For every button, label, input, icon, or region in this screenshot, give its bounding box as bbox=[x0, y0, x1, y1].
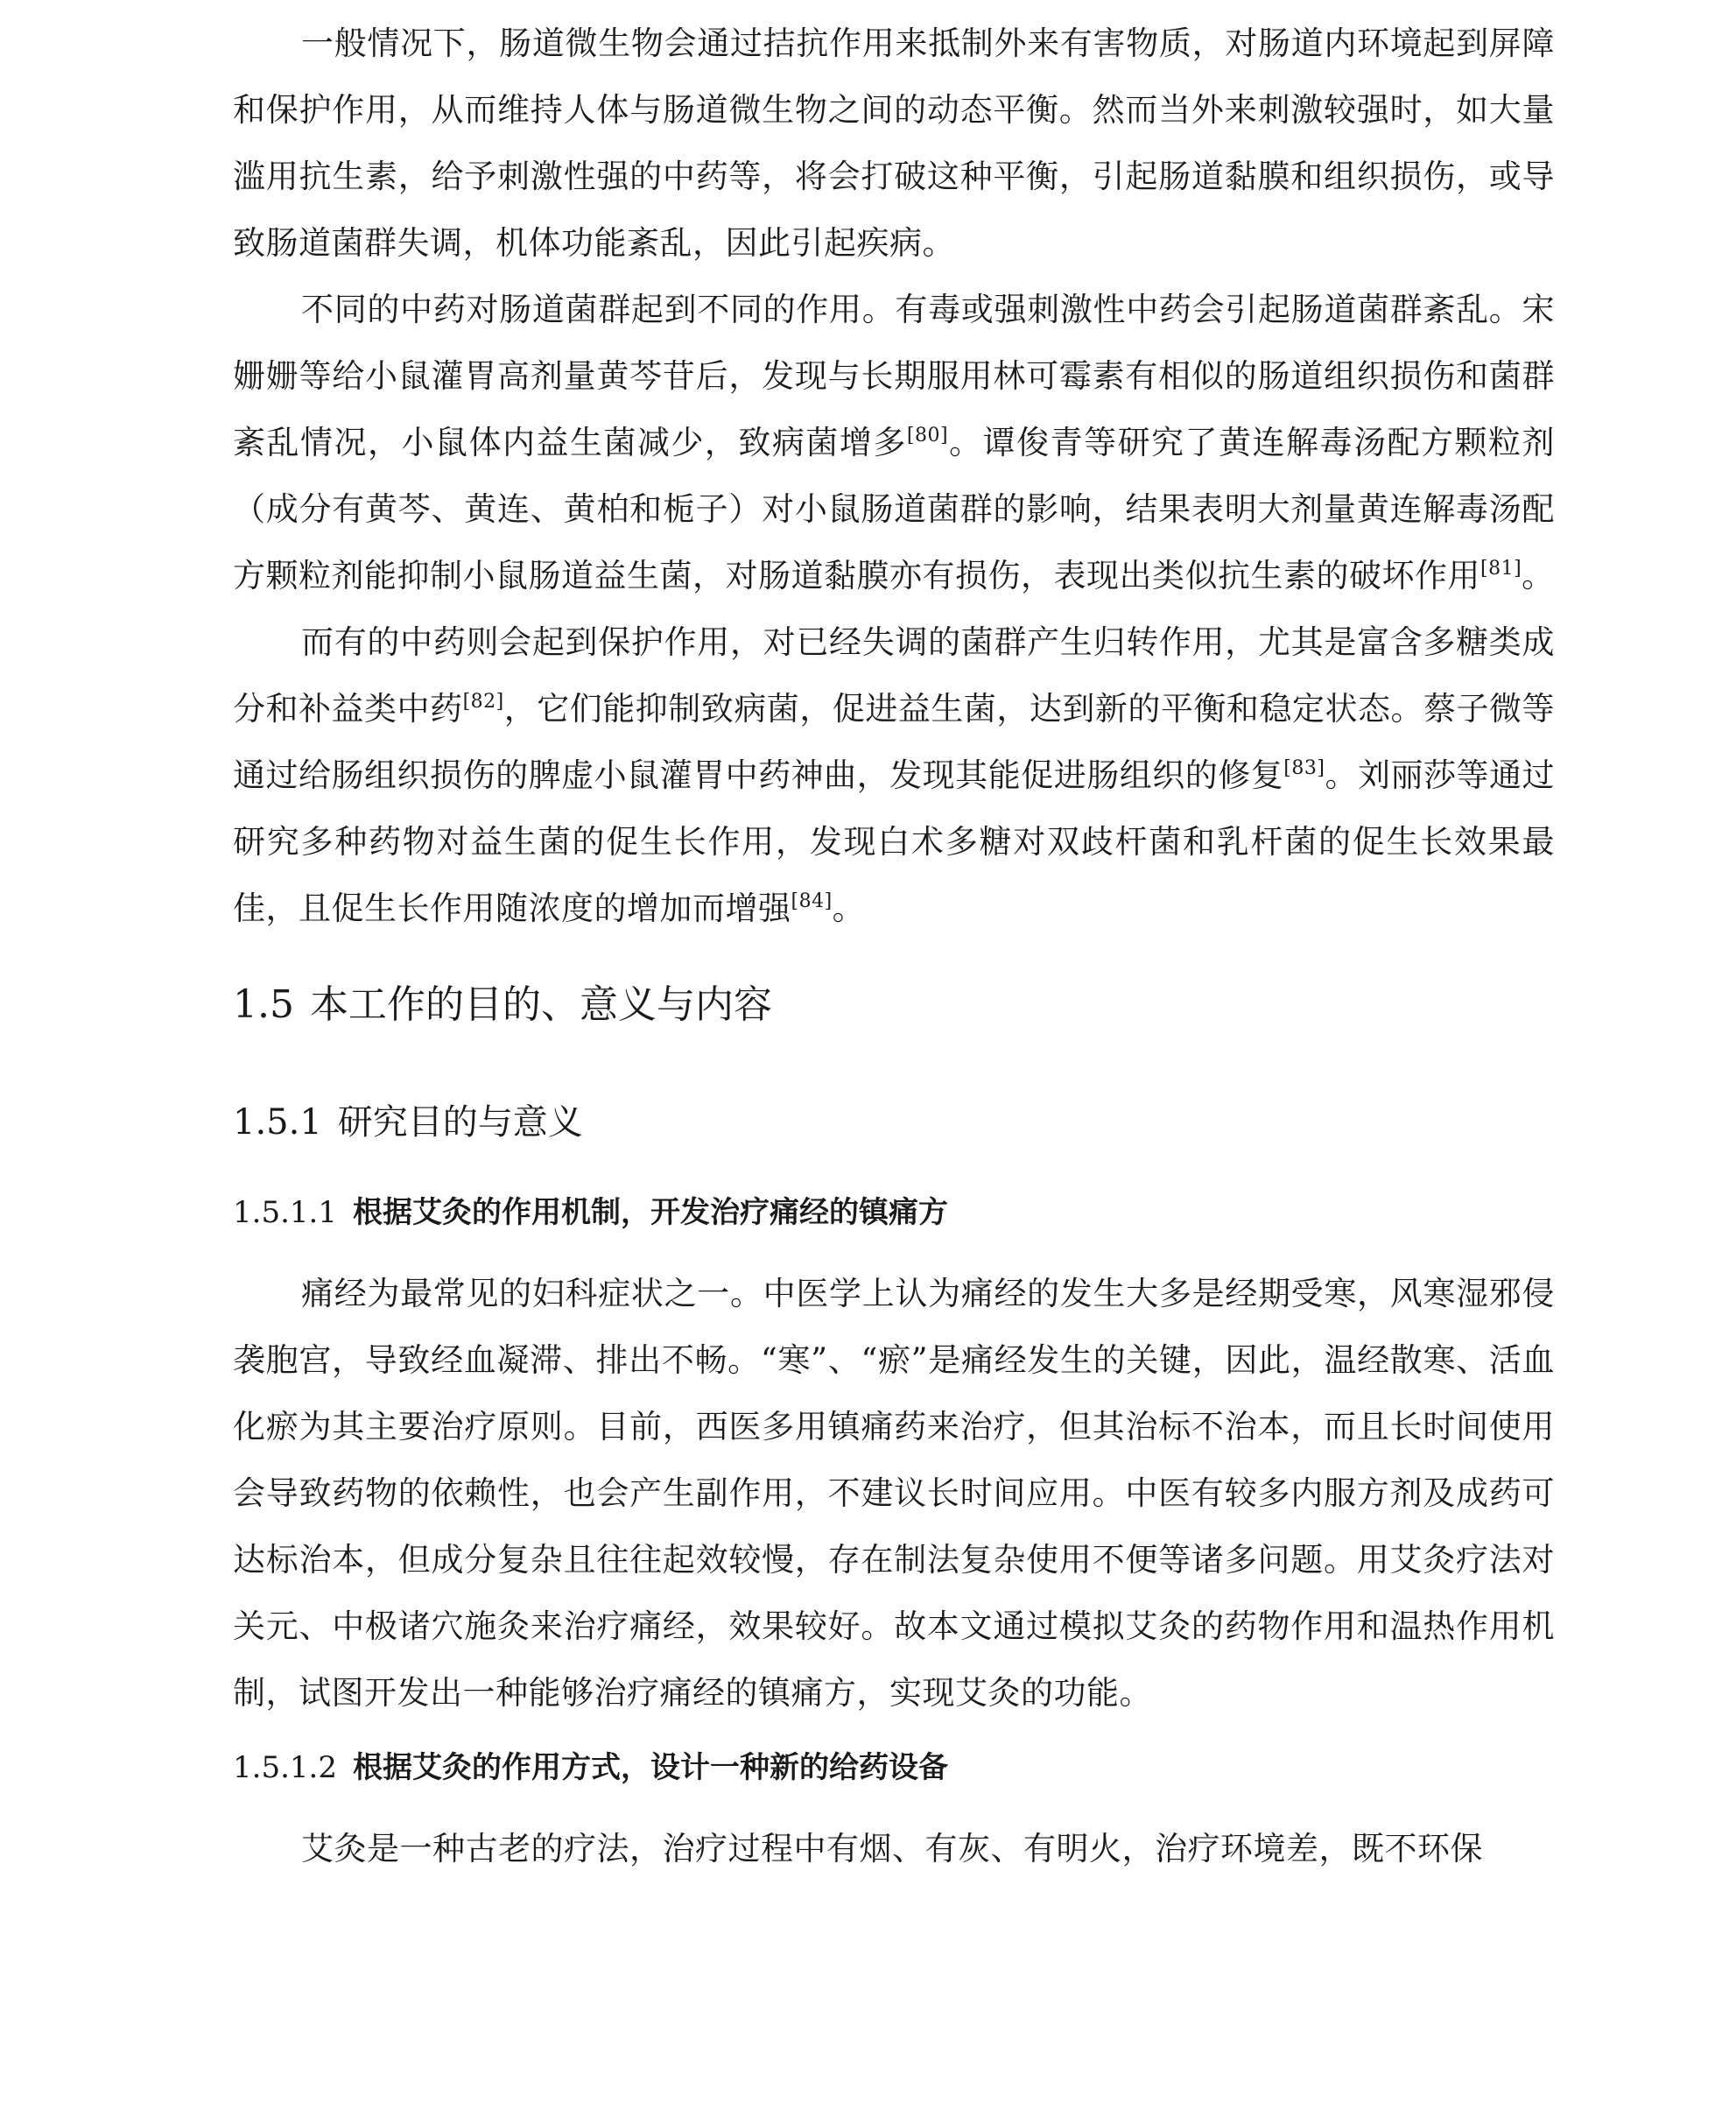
paragraph-text: 一般情况下，肠道微生物会通过拮抗作用来抵制外来有害物质，对肠道内环境起到屏障和保护作用，从而维持人体与肠道微生物之间的动态平衡。然而当外来刺激较强时，如大量滥用抗生素，给予刺激性强的中药等，将会打破这种平衡，引起肠道黏膜和组织损伤，或导致肠道菌群失调，机体功能紊乱，因此引起疾病。 bbox=[233, 25, 1555, 262]
paragraph-text: 艾灸是一种古老的疗法，治疗过程中有烟、有灰、有明火，治疗环境差，既不环保 bbox=[301, 1830, 1483, 1867]
paragraph-moxibustion-device bbox=[233, 1816, 1555, 1882]
paragraph-text: ，它们能抑制致病菌，促进益生菌，达到新的平衡和稳定状态。蔡子微等通过给肠组织损伤的脾虚小鼠灌胃中药神曲，发现其能促进肠组织的修复 bbox=[233, 690, 1556, 794]
section-number: 1.5.1 bbox=[233, 1102, 322, 1143]
section-number: 1.5.1.2 bbox=[233, 1750, 337, 1785]
section-heading-1-5-1-2 bbox=[233, 1746, 1555, 1790]
section-number: 1.5 bbox=[233, 982, 294, 1027]
section-title: 根据艾灸的作用方式，设计一种新的给药设备 bbox=[352, 1750, 948, 1785]
citation-ref: [82] bbox=[462, 691, 504, 713]
section-number: 1.5.1.1 bbox=[233, 1195, 337, 1230]
citation-ref: [84] bbox=[791, 890, 833, 912]
paragraph-gut-microbiota-balance bbox=[233, 11, 1555, 277]
citation-ref: [81] bbox=[1480, 558, 1522, 580]
paragraph-tcm-disruption bbox=[233, 277, 1555, 609]
section-heading-1-5 bbox=[233, 979, 1555, 1031]
citation-ref: [80] bbox=[906, 425, 949, 447]
paragraph-text: 痛经为最常见的妇科症状之一。中医学上认为痛经的发生大多是经期受寒，风寒湿邪侵袭胞宫，导致经血凝滞、排出不畅。“寒”、“瘀”是痛经发生的关键，因此，温经散寒、活血化瘀为其主要治疗原则。目前，西医多用镇痛药来治疗，但其治标不治本，而且长时间使用会导致药物的依赖性，也会产生副作用，不建议长时间应用。中医有较多内服方剂及成药可达标治本，但成分复杂且往往起效较慢，存在制法复杂使用不便等诸多问题。用艾灸疗法对关元、中极诸穴施灸来治疗痛经，效果较好。故本文通过模拟艾灸的药物作用和温热作用机制，试图开发出一种能够治疗痛经的镇痛方，实现艾灸的功能。 bbox=[233, 1275, 1555, 1712]
paragraph-text: 。刘丽莎等通过研究多种药物对益生菌的促生长作用，发现白术多糖对双歧杆菌和乳杆菌的促生长效果最佳，且促生长作用随浓度的增加而增强 bbox=[233, 756, 1556, 927]
paragraph-text: 而有的中药则会起到保护作用，对已经失调的菌群产生归转作用，尤其是富含多糖类成分和补益类中药 bbox=[233, 623, 1555, 728]
paragraph-tcm-protection bbox=[233, 609, 1555, 942]
section-title: 本工作的目的、意义与内容 bbox=[309, 982, 772, 1027]
section-heading-1-5-1-1 bbox=[233, 1191, 1555, 1234]
section-heading-1-5-1 bbox=[233, 1098, 1555, 1147]
section-title: 根据艾灸的作用机制，开发治疗痛经的镇痛方 bbox=[352, 1195, 948, 1230]
paragraph-text: 。谭俊青等研究了黄连解毒汤配方颗粒剂（成分有黄芩、黄连、黄柏和栀子）对小鼠肠道菌群的影响，结果表明大剂量黄连解毒汤配方颗粒剂能抑制小鼠肠道益生菌，对肠道黏膜亦有损伤，表现出类似抗生素的破坏作用 bbox=[233, 424, 1556, 594]
paragraph-dysmenorrhea bbox=[233, 1261, 1555, 1727]
paragraph-text: 。 bbox=[1522, 557, 1555, 594]
document-page bbox=[233, 11, 1555, 1882]
paragraph-text: 。 bbox=[832, 890, 866, 927]
section-title: 研究目的与意义 bbox=[337, 1102, 583, 1143]
paragraph-text: 不同的中药对肠道菌群起到不同的作用。有毒或强刺激性中药会引起肠道菌群紊乱。宋姗姗等给小鼠灌胃高剂量黄芩苷后，发现与长期服用林可霉素有相似的肠道组织损伤和菌群紊乱情况，小鼠体内益生菌减少，致病菌增多 bbox=[233, 291, 1555, 461]
citation-ref: [83] bbox=[1283, 757, 1325, 779]
